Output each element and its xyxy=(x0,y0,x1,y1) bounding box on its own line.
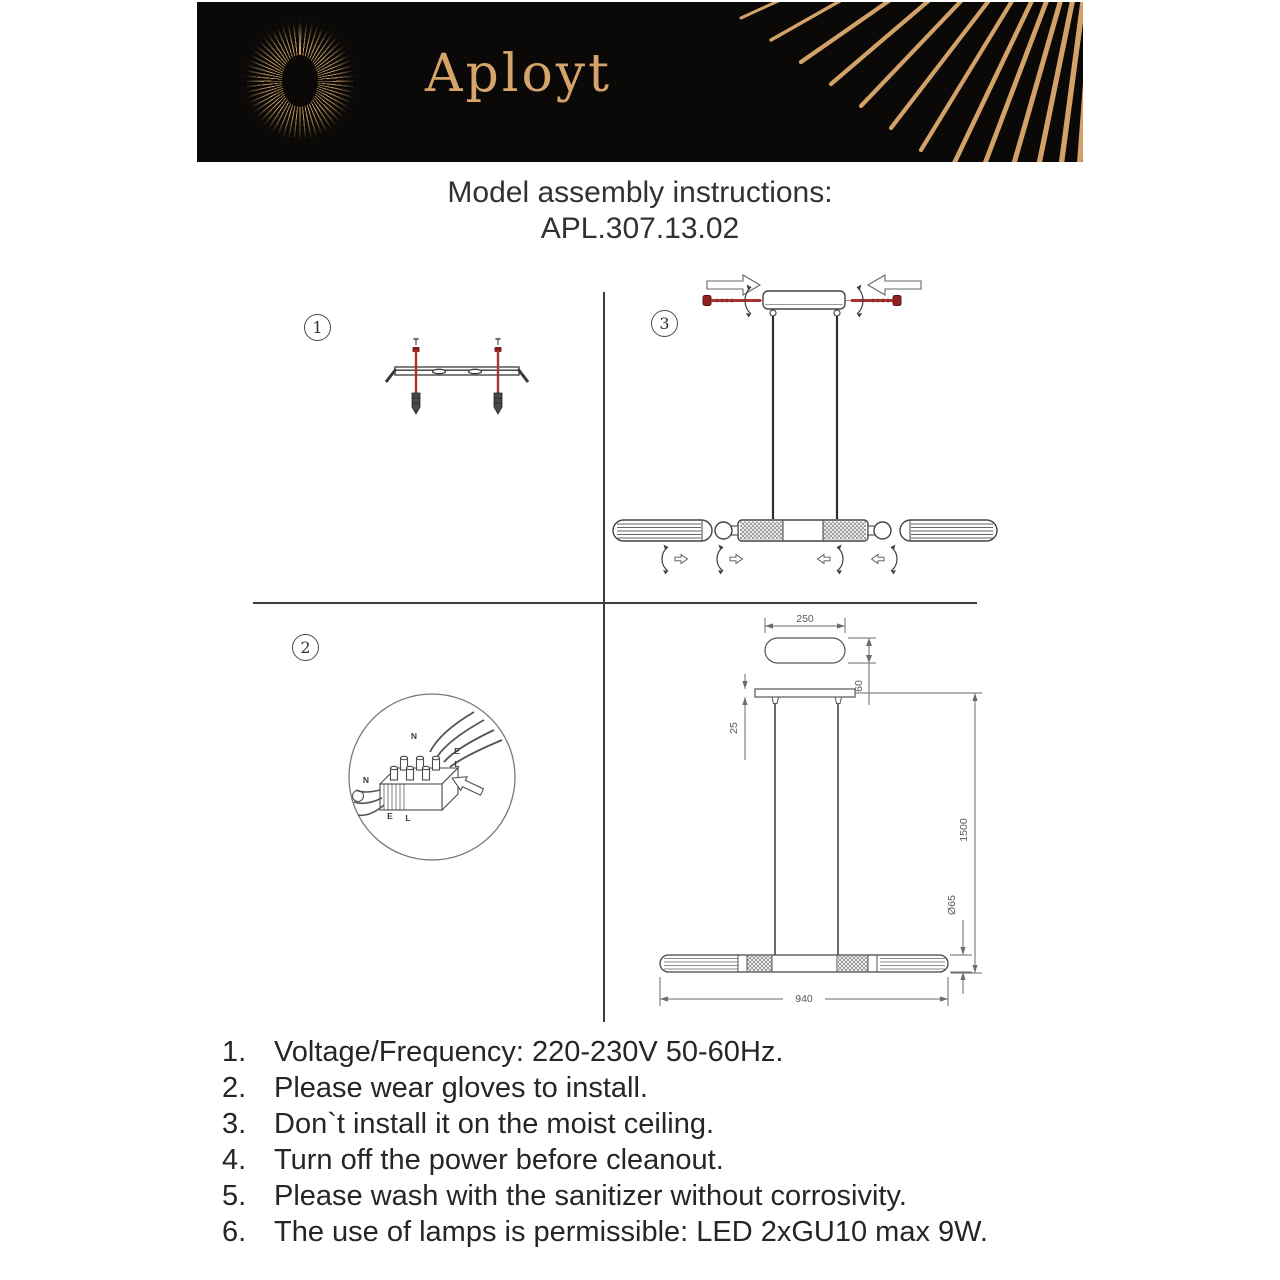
wire-label-l-bottom: L xyxy=(405,813,411,823)
dim-1500 xyxy=(972,693,977,973)
left-screw-and-anchor xyxy=(412,338,420,414)
terminal-block xyxy=(380,756,458,810)
wire-label-e-bottom: E xyxy=(387,811,393,821)
instruction-item xyxy=(222,1070,988,1106)
step-1-badge xyxy=(304,314,331,341)
instruction-item xyxy=(222,1106,988,1142)
wire-label-n-top: N xyxy=(410,731,418,741)
left-lamp-tube xyxy=(613,520,712,541)
instruction-item xyxy=(222,1214,988,1250)
instruction-item xyxy=(222,1142,988,1178)
instruction-item xyxy=(222,1178,988,1214)
instruction-text: Turn off the power before cleanout. xyxy=(274,1143,724,1176)
instruction-number: 5. xyxy=(222,1179,247,1212)
instruction-item xyxy=(222,1034,988,1070)
step-3-number: 3 xyxy=(659,314,670,333)
instruction-number: 1. xyxy=(222,1035,247,1068)
model-number: APL.307.13.02 xyxy=(540,212,740,245)
fixture-side-view xyxy=(660,955,948,972)
instruction-number: 2. xyxy=(222,1071,247,1104)
mains-wires xyxy=(430,712,502,767)
page-title: Model assembly instructions: xyxy=(447,176,833,209)
left-bulb xyxy=(715,522,738,539)
dim-940-label: 940 xyxy=(795,993,813,1005)
instruction-number: 6. xyxy=(222,1215,247,1248)
dimension-drawing xyxy=(640,608,1000,1020)
instruction-text: Don`t install it on the moist ceiling. xyxy=(274,1107,715,1140)
dim-d65 xyxy=(950,920,972,994)
suspension-cables xyxy=(773,316,837,519)
rod-connectors xyxy=(772,697,842,704)
step1-bracket-drawing xyxy=(382,336,532,420)
fixture-body xyxy=(738,520,868,541)
suspension-rods xyxy=(775,704,838,955)
step3-fixture-drawing xyxy=(555,268,1000,588)
dim-1500-label: 1500 xyxy=(958,818,970,842)
dim-60-label: 60 xyxy=(853,680,865,692)
instruction-number: 4. xyxy=(222,1143,247,1176)
right-screw-and-anchor xyxy=(494,338,502,414)
tube-rotate-arrows xyxy=(662,545,897,575)
brand-name: Aployt xyxy=(425,44,613,104)
instruction-number: 3. xyxy=(222,1107,247,1140)
dim-250-label: 250 xyxy=(796,613,814,625)
ceiling-canopy xyxy=(763,291,845,316)
right-bulb xyxy=(868,522,891,539)
fixture-wires xyxy=(353,790,385,815)
instruction-text: Please wash with the sanitizer without corrosivity. xyxy=(274,1179,907,1212)
step2-wiring-drawing xyxy=(344,688,520,864)
divider-horizontal xyxy=(253,602,977,604)
dim-25-label: 25 xyxy=(728,722,740,734)
brand-banner xyxy=(197,2,1083,162)
instruction-text: Please wear gloves to install. xyxy=(274,1071,648,1104)
right-lamp-tube xyxy=(900,520,997,541)
instruction-text: The use of lamps is permissible: LED 2xGU10 max 9W. xyxy=(274,1215,988,1248)
canopy-top-view xyxy=(765,638,845,663)
wire-label-n-bottom: N xyxy=(362,775,370,785)
brand-starburst-icon xyxy=(242,19,358,143)
instruction-text: Voltage/Frequency: 220-230V 50-60Hz. xyxy=(274,1035,784,1068)
corner-rays-decoration xyxy=(683,2,1083,162)
step-2-number: 2 xyxy=(300,638,311,657)
wire-label-e-top: E xyxy=(454,746,460,756)
wire-label-l-top: L xyxy=(454,759,460,769)
dim-25 xyxy=(742,674,747,760)
canopy-side-view xyxy=(755,689,855,697)
instruction-list xyxy=(222,1034,988,1250)
step-1-number: 1 xyxy=(312,318,323,337)
mounting-bracket xyxy=(386,367,528,382)
step-2-badge xyxy=(292,634,319,661)
dim-d65-label: Ø65 xyxy=(946,895,958,915)
